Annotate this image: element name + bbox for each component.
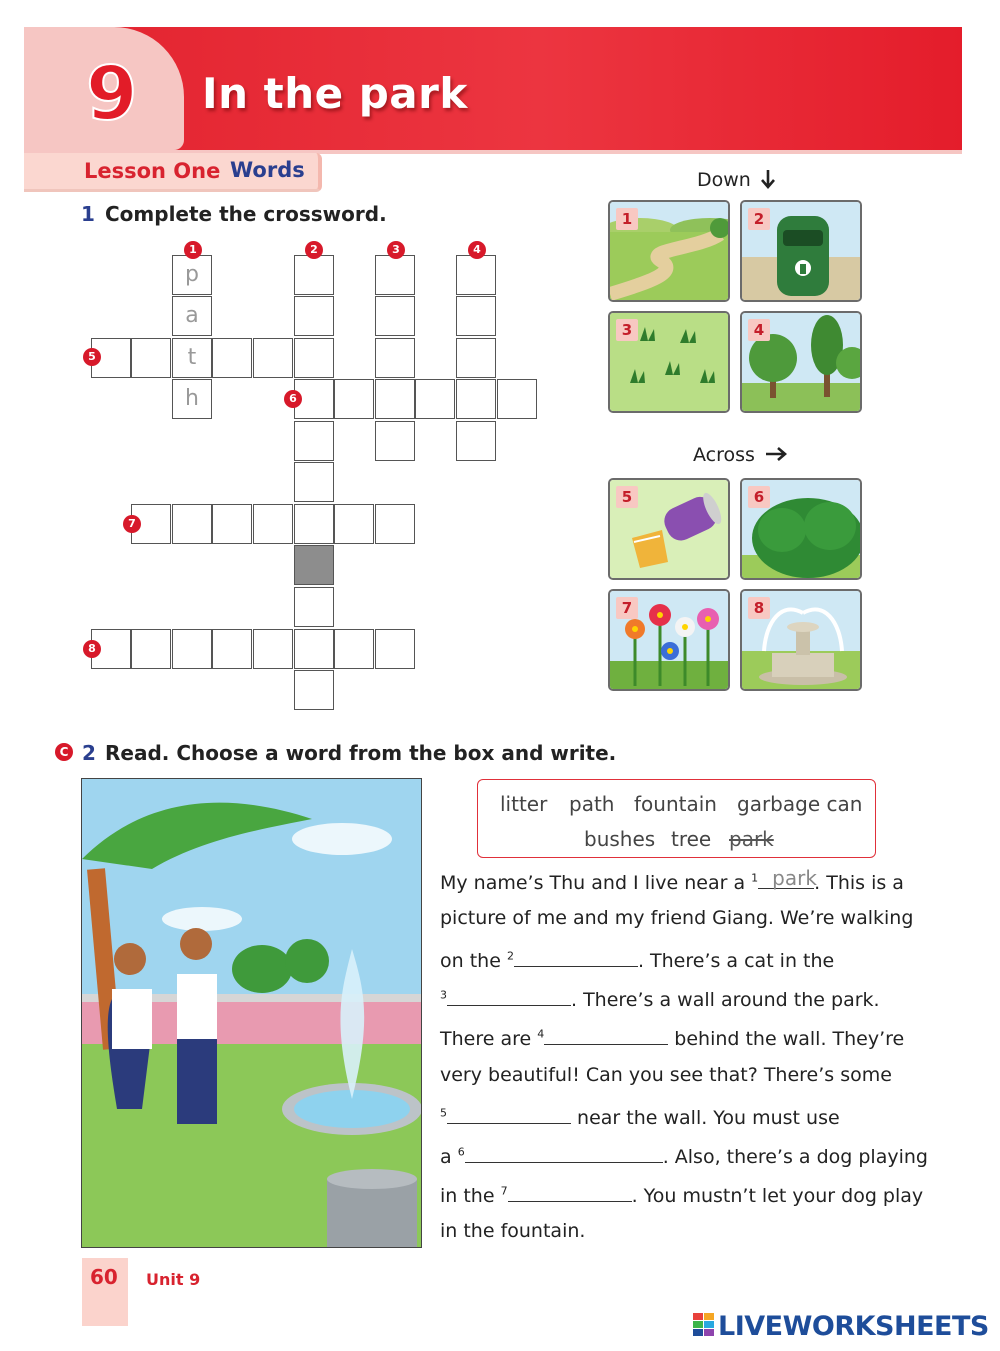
picture-fountain xyxy=(740,589,862,691)
text-segment: on the xyxy=(440,950,507,972)
story-line xyxy=(440,985,880,1011)
text-segment: My name’s Thu and I live near a xyxy=(440,872,752,894)
picture-number: 5 xyxy=(616,486,638,508)
crossword-grid xyxy=(0,0,560,720)
crossword-cell[interactable] xyxy=(456,379,496,419)
lesson-label: Lesson One xyxy=(84,159,221,183)
word-option-used: park xyxy=(729,827,774,851)
word-option: tree xyxy=(671,827,712,851)
text-segment: a xyxy=(440,1146,458,1168)
liveworksheets-text: LIVEWORKSHEETS xyxy=(718,1311,989,1342)
crossword-cell[interactable] xyxy=(294,338,334,378)
crossword-cell[interactable] xyxy=(497,379,537,419)
story-line xyxy=(440,1142,928,1168)
story-line xyxy=(440,1024,904,1050)
crossword-cell[interactable] xyxy=(375,296,415,336)
crossword-cell[interactable] xyxy=(456,296,496,336)
picture-bushes xyxy=(740,478,862,580)
crossword-cell[interactable] xyxy=(294,296,334,336)
unit-title: In the park xyxy=(202,69,468,118)
crossword-cell[interactable]: t xyxy=(172,338,212,378)
story-line xyxy=(440,1220,585,1242)
crossword-cell[interactable] xyxy=(375,255,415,295)
clue-number-marker: 5 xyxy=(83,348,101,366)
text-segment: near the wall. You must use xyxy=(571,1107,840,1129)
crossword-cell[interactable] xyxy=(294,587,334,627)
across-label: Across xyxy=(693,444,755,466)
word-option: fountain xyxy=(634,792,717,816)
gap-number: 5 xyxy=(440,1106,447,1120)
liveworksheets-cube-icon xyxy=(693,1313,715,1337)
text-segment: in the fountain. xyxy=(440,1220,586,1242)
crossword-cell[interactable] xyxy=(294,255,334,295)
picture-number: 4 xyxy=(748,319,770,341)
down-heading xyxy=(697,169,775,191)
picture-number: 3 xyxy=(616,319,638,341)
crossword-cell[interactable] xyxy=(456,338,496,378)
gap-number: 6 xyxy=(457,1145,465,1159)
crossword-cell[interactable] xyxy=(456,255,496,295)
story-line xyxy=(440,946,834,972)
story-line xyxy=(440,1064,892,1086)
crossword-cell[interactable] xyxy=(212,338,252,378)
picture-number: 8 xyxy=(748,597,770,619)
story-line xyxy=(440,907,913,929)
word-option: garbage can xyxy=(737,792,863,816)
story-line xyxy=(440,1103,840,1129)
word-box xyxy=(477,779,876,858)
picture-grass xyxy=(608,311,730,413)
picture-garbage-can xyxy=(740,200,862,302)
gap-number: 1 xyxy=(751,871,759,885)
park-scene-illustration xyxy=(81,778,422,1248)
text-segment: . You mustn’t let your dog play xyxy=(631,1185,924,1207)
crossword-cell[interactable] xyxy=(294,421,334,461)
picture-flowers xyxy=(608,589,730,691)
crossword-cell[interactable] xyxy=(375,629,415,669)
crossword-cell[interactable] xyxy=(375,504,415,544)
crossword-cell[interactable] xyxy=(131,338,171,378)
exercise-2-instruction: Read. Choose a word from the box and write. xyxy=(105,741,617,765)
crossword-cell[interactable] xyxy=(334,379,374,419)
gap-number: 2 xyxy=(506,949,514,963)
picture-number: 2 xyxy=(748,208,770,230)
word-option: path xyxy=(569,792,615,816)
text-segment: in the xyxy=(440,1185,501,1207)
crossword-cell[interactable] xyxy=(415,379,455,419)
crossword-cell[interactable] xyxy=(253,504,293,544)
crossword-cell[interactable] xyxy=(294,504,334,544)
crossword-cell[interactable] xyxy=(294,462,334,502)
example-answer: park xyxy=(772,866,817,890)
unit-label: Unit 9 xyxy=(146,1270,201,1289)
clue-number-marker: 1 xyxy=(184,241,202,259)
crossword-cell[interactable] xyxy=(131,629,171,669)
text-segment: . This is a xyxy=(814,872,904,894)
crossword-cell[interactable] xyxy=(375,338,415,378)
lesson-type: Words xyxy=(230,158,305,182)
crossword-cell[interactable] xyxy=(294,670,334,710)
gap-number: 3 xyxy=(440,988,447,1002)
arrow-down-icon xyxy=(761,169,775,189)
down-label: Down xyxy=(697,169,751,191)
challenge-badge: C xyxy=(55,743,73,761)
text-segment: There are xyxy=(440,1028,538,1050)
answer-blank[interactable] xyxy=(544,1024,668,1045)
answer-blank[interactable] xyxy=(514,946,638,967)
crossword-cell[interactable] xyxy=(253,629,293,669)
story-line xyxy=(440,1181,923,1207)
picture-number: 6 xyxy=(748,486,770,508)
exercise-1-instruction: Complete the crossword. xyxy=(105,202,387,226)
word-option: litter xyxy=(500,792,548,816)
clue-number-marker: 4 xyxy=(468,241,486,259)
answer-blank[interactable] xyxy=(447,1103,571,1124)
page-number: 60 xyxy=(90,1265,118,1289)
picture-litter xyxy=(608,478,730,580)
crossword-cell[interactable] xyxy=(334,629,374,669)
crossword-cell[interactable]: p xyxy=(172,255,212,295)
text-segment: . There’s a wall around the park. xyxy=(571,989,880,1011)
text-segment: very beautiful! Can you see that? There’s some xyxy=(440,1064,892,1086)
crossword-cell[interactable] xyxy=(172,504,212,544)
picture-number: 1 xyxy=(616,208,638,230)
exercise-2-number: 2 xyxy=(82,741,96,765)
text-segment: picture of me and my friend Giang. We’re walking xyxy=(440,907,914,929)
gap-number: 7 xyxy=(500,1184,508,1198)
text-segment: . Also, there’s a dog playing xyxy=(662,1146,928,1168)
clue-number-marker: 6 xyxy=(284,390,302,408)
crossword-blocked-cell xyxy=(294,545,334,585)
crossword-cell[interactable] xyxy=(172,629,212,669)
unit-number: 9 xyxy=(86,51,138,137)
text-segment: . There’s a cat in the xyxy=(637,950,835,972)
crossword-cell[interactable] xyxy=(375,379,415,419)
answer-blank[interactable] xyxy=(465,1142,663,1163)
crossword-cell[interactable] xyxy=(375,421,415,461)
arrow-right-icon xyxy=(765,447,787,461)
picture-path xyxy=(608,200,730,302)
clue-number-marker: 3 xyxy=(387,241,405,259)
crossword-cell[interactable] xyxy=(456,421,496,461)
exercise-1-number: 1 xyxy=(81,202,95,226)
crossword-cell[interactable] xyxy=(253,338,293,378)
clue-number-marker: 8 xyxy=(83,640,101,658)
crossword-cell[interactable] xyxy=(294,629,334,669)
gap-number: 4 xyxy=(537,1027,545,1041)
story-line xyxy=(440,868,904,894)
across-heading xyxy=(693,444,787,466)
picture-trees xyxy=(740,311,862,413)
answer-blank[interactable] xyxy=(447,985,571,1006)
crossword-cell[interactable]: h xyxy=(172,379,212,419)
park-scene xyxy=(82,779,422,1248)
crossword-cell[interactable] xyxy=(212,629,252,669)
clue-number-marker: 2 xyxy=(305,241,323,259)
picture-number: 7 xyxy=(616,597,638,619)
clue-number-marker: 7 xyxy=(123,515,141,533)
text-segment: behind the wall. They’re xyxy=(668,1028,905,1050)
word-option: bushes xyxy=(584,827,656,851)
crossword-cell[interactable] xyxy=(334,504,374,544)
answer-blank[interactable] xyxy=(758,866,817,890)
answer-blank[interactable] xyxy=(508,1181,632,1202)
crossword-cell[interactable]: a xyxy=(172,296,212,336)
crossword-cell[interactable] xyxy=(212,504,252,544)
